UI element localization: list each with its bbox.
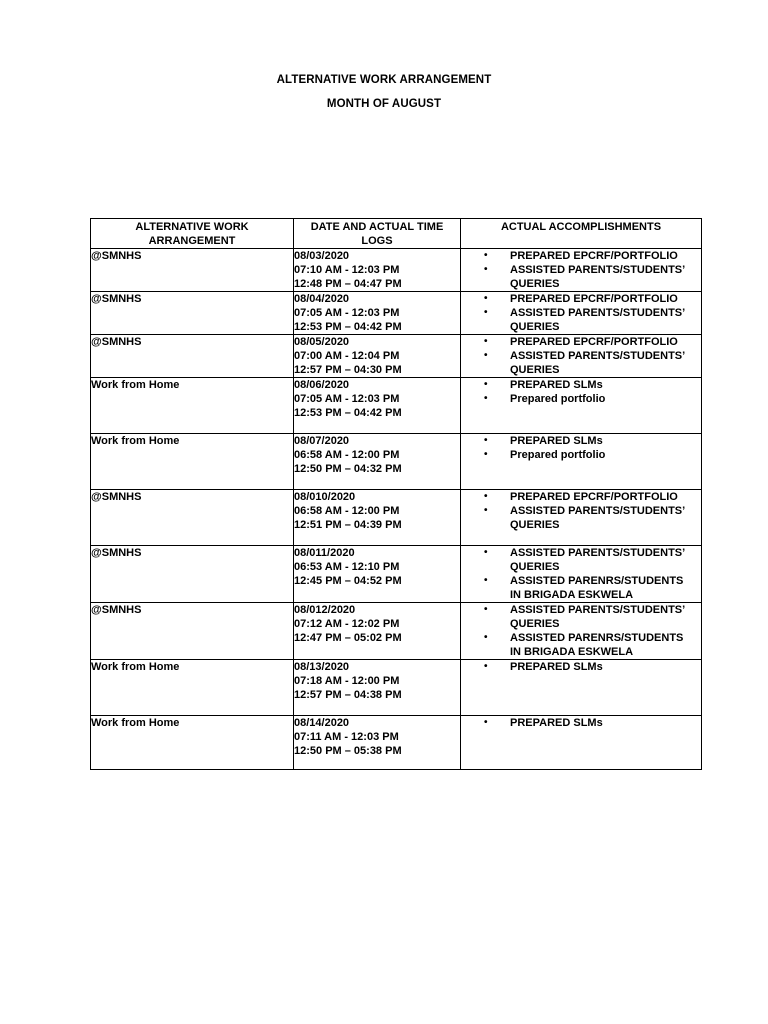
accomplishment-item <box>461 263 697 291</box>
bullet-icon: • <box>484 393 488 404</box>
accomplishment-text: ASSISTED PARENTS/STUDENTS’ QUERIES <box>510 604 685 630</box>
accomplishment-text: PREPARED EPCRF/PORTFOLIO <box>510 491 678 503</box>
time-log-cell <box>294 660 461 716</box>
bullet-icon: • <box>484 505 488 516</box>
accomplishment-item <box>461 292 697 306</box>
accomplishment-text: PREPARED EPCRF/PORTFOLIO <box>510 250 678 262</box>
time-log-cell <box>294 546 461 603</box>
accomplishment-text: PREPARED SLMs <box>510 661 603 673</box>
log-date: 08/05/2020 <box>294 336 350 348</box>
accomplishment-item <box>461 631 697 659</box>
arrangement-cell <box>91 292 294 335</box>
accomplishments-cell <box>461 378 702 434</box>
log-date: 08/06/2020 <box>294 379 350 391</box>
bullet-icon: • <box>484 491 488 502</box>
accomplishment-text: Prepared portfolio <box>510 449 606 461</box>
log-date: 08/13/2020 <box>294 661 350 673</box>
accomplishment-text: ASSISTED PARENTS/STUDENTS’ QUERIES <box>510 505 685 531</box>
arrangement-cell <box>91 716 294 770</box>
accomplishment-item <box>461 448 697 462</box>
log-date: 08/04/2020 <box>294 293 350 305</box>
accomplishment-item <box>461 335 697 349</box>
accomplishment-text: PREPARED SLMs <box>510 379 603 391</box>
table-header-row <box>91 219 702 249</box>
log-pm-time: 12:53 PM – 04:42 PM <box>294 321 402 333</box>
accomplishments-cell <box>461 716 702 770</box>
log-pm-time: 12:51 PM – 04:39 PM <box>294 519 402 531</box>
accomplishments-cell <box>461 603 702 660</box>
accomplishment-text: Prepared portfolio <box>510 393 606 405</box>
arrangement-text: @SMNHS <box>91 547 142 559</box>
log-pm-time: 12:48 PM – 04:47 PM <box>294 278 402 290</box>
document-subtitle: MONTH OF AUGUST <box>326 98 442 110</box>
accomplishment-item <box>461 546 697 574</box>
accomplishment-text: PREPARED EPCRF/PORTFOLIO <box>510 293 678 305</box>
accomplishment-list <box>461 660 701 674</box>
accomplishment-text: ASSISTED PARENTS/STUDENTS’ QUERIES <box>510 307 685 333</box>
accomplishment-item <box>461 660 697 674</box>
bullet-icon: • <box>484 717 488 728</box>
table-row <box>91 490 702 546</box>
accomplishment-item <box>461 378 697 392</box>
accomplishment-item <box>461 504 697 532</box>
bullet-icon: • <box>484 547 488 558</box>
header-accomplishments: ACTUAL ACCOMPLISHMENTS <box>461 219 702 249</box>
log-date: 08/011/2020 <box>294 547 355 559</box>
bullet-icon: • <box>484 293 488 304</box>
accomplishment-list <box>461 490 701 532</box>
arrangement-text: @SMNHS <box>91 293 142 305</box>
table-row <box>91 434 702 490</box>
bullet-icon: • <box>484 250 488 261</box>
accomplishment-list <box>461 292 701 334</box>
time-log-cell <box>294 434 461 490</box>
table-row <box>91 335 702 378</box>
accomplishments-cell <box>461 660 702 716</box>
log-pm-time: 12:50 PM – 05:38 PM <box>294 745 402 757</box>
bullet-icon: • <box>484 604 488 615</box>
log-date: 08/010/2020 <box>294 491 356 503</box>
accomplishment-item <box>461 574 697 602</box>
work-log-table <box>90 218 702 770</box>
table-row <box>91 378 702 434</box>
accomplishment-text: PREPARED SLMs <box>510 717 603 729</box>
bullet-icon: • <box>484 449 488 460</box>
log-pm-time: 12:57 PM – 04:38 PM <box>294 689 402 701</box>
table-row <box>91 716 702 770</box>
bullet-icon: • <box>484 379 488 390</box>
accomplishment-text: PREPARED SLMs <box>510 435 603 447</box>
log-am-time: 07:05 AM - 12:03 PM <box>294 393 400 405</box>
log-am-time: 07:18 AM - 12:00 PM <box>294 675 400 687</box>
accomplishments-cell <box>461 335 702 378</box>
accomplishment-item <box>461 603 697 631</box>
arrangement-text: Work from Home <box>91 379 180 391</box>
accomplishments-cell <box>461 249 702 292</box>
accomplishment-list <box>461 335 701 377</box>
accomplishment-list <box>461 378 701 406</box>
arrangement-cell <box>91 434 294 490</box>
bullet-icon: • <box>484 307 488 318</box>
accomplishments-cell <box>461 546 702 603</box>
arrangement-cell <box>91 603 294 660</box>
accomplishments-cell <box>461 434 702 490</box>
log-am-time: 07:12 AM - 12:02 PM <box>294 618 400 630</box>
time-log-cell <box>294 716 461 770</box>
time-log-cell <box>294 249 461 292</box>
arrangement-cell <box>91 335 294 378</box>
time-log-cell <box>294 378 461 434</box>
log-pm-time: 12:45 PM – 04:52 PM <box>294 575 402 587</box>
accomplishment-item <box>461 490 697 504</box>
header-date-time: DATE AND ACTUAL TIME LOGS <box>294 219 461 249</box>
arrangement-cell <box>91 378 294 434</box>
table-row <box>91 660 702 716</box>
bullet-icon: • <box>484 435 488 446</box>
arrangement-text: @SMNHS <box>91 604 142 616</box>
accomplishment-text: ASSISTED PARENTS/STUDENTS’ QUERIES <box>510 350 685 376</box>
accomplishment-item <box>461 392 697 406</box>
accomplishment-text: PREPARED EPCRF/PORTFOLIO <box>510 336 678 348</box>
log-date: 08/07/2020 <box>294 435 350 447</box>
accomplishment-list <box>461 603 701 659</box>
bullet-icon: • <box>484 350 488 361</box>
log-pm-time: 12:47 PM – 05:02 PM <box>294 632 402 644</box>
accomplishment-item <box>461 434 697 448</box>
accomplishment-text: ASSISTED PARENRS/STUDENTS IN BRIGADA ESKWELA <box>510 632 684 658</box>
arrangement-text: Work from Home <box>91 435 180 447</box>
bullet-icon: • <box>484 575 488 586</box>
accomplishment-item <box>461 249 697 263</box>
table-row <box>91 292 702 335</box>
log-date: 08/14/2020 <box>294 717 350 729</box>
log-pm-time: 12:53 PM – 04:42 PM <box>294 407 402 419</box>
bullet-icon: • <box>484 336 488 347</box>
arrangement-cell <box>91 490 294 546</box>
time-log-cell <box>294 335 461 378</box>
log-date: 08/012/2020 <box>294 604 356 616</box>
arrangement-cell <box>91 660 294 716</box>
accomplishment-list <box>461 716 701 730</box>
bullet-icon: • <box>484 632 488 643</box>
arrangement-text: @SMNHS <box>91 336 142 348</box>
accomplishment-item <box>461 716 697 730</box>
accomplishment-list <box>461 249 701 291</box>
log-pm-time: 12:57 PM – 04:30 PM <box>294 364 402 376</box>
accomplishment-text: ASSISTED PARENTS/STUDENTS’ QUERIES <box>510 547 685 573</box>
accomplishments-cell <box>461 292 702 335</box>
time-log-cell <box>294 490 461 546</box>
log-pm-time: 12:50 PM – 04:32 PM <box>294 463 402 475</box>
arrangement-cell <box>91 546 294 603</box>
time-log-cell <box>294 292 461 335</box>
arrangement-text: Work from Home <box>91 661 180 673</box>
accomplishment-text: ASSISTED PARENRS/STUDENTS IN BRIGADA ESKWELA <box>510 575 684 601</box>
accomplishment-item <box>461 349 697 377</box>
arrangement-text: @SMNHS <box>91 491 142 503</box>
document-title: ALTERNATIVE WORK ARRANGEMENT <box>276 74 492 86</box>
table-row <box>91 546 702 603</box>
arrangement-text: @SMNHS <box>91 250 142 262</box>
time-log-cell <box>294 603 461 660</box>
log-am-time: 07:11 AM - 12:03 PM <box>294 731 399 743</box>
table-row <box>91 603 702 660</box>
bullet-icon: • <box>484 661 488 672</box>
log-date: 08/03/2020 <box>294 250 350 262</box>
log-am-time: 07:00 AM - 12:04 PM <box>294 350 400 362</box>
log-am-time: 06:58 AM - 12:00 PM <box>294 449 400 461</box>
accomplishment-text: ASSISTED PARENTS/STUDENTS’ QUERIES <box>510 264 685 290</box>
bullet-icon: • <box>484 264 488 275</box>
accomplishment-list <box>461 434 701 462</box>
arrangement-text: Work from Home <box>91 717 180 729</box>
table-row <box>91 249 702 292</box>
log-am-time: 07:05 AM - 12:03 PM <box>294 307 400 319</box>
log-am-time: 06:53 AM - 12:10 PM <box>294 561 400 573</box>
accomplishments-cell <box>461 490 702 546</box>
log-am-time: 07:10 AM - 12:03 PM <box>294 264 400 276</box>
arrangement-cell <box>91 249 294 292</box>
header-arrangement: ALTERNATIVE WORK ARRANGEMENT <box>91 219 294 249</box>
accomplishment-list <box>461 546 701 602</box>
accomplishment-item <box>461 306 697 334</box>
log-am-time: 06:58 AM - 12:00 PM <box>294 505 400 517</box>
